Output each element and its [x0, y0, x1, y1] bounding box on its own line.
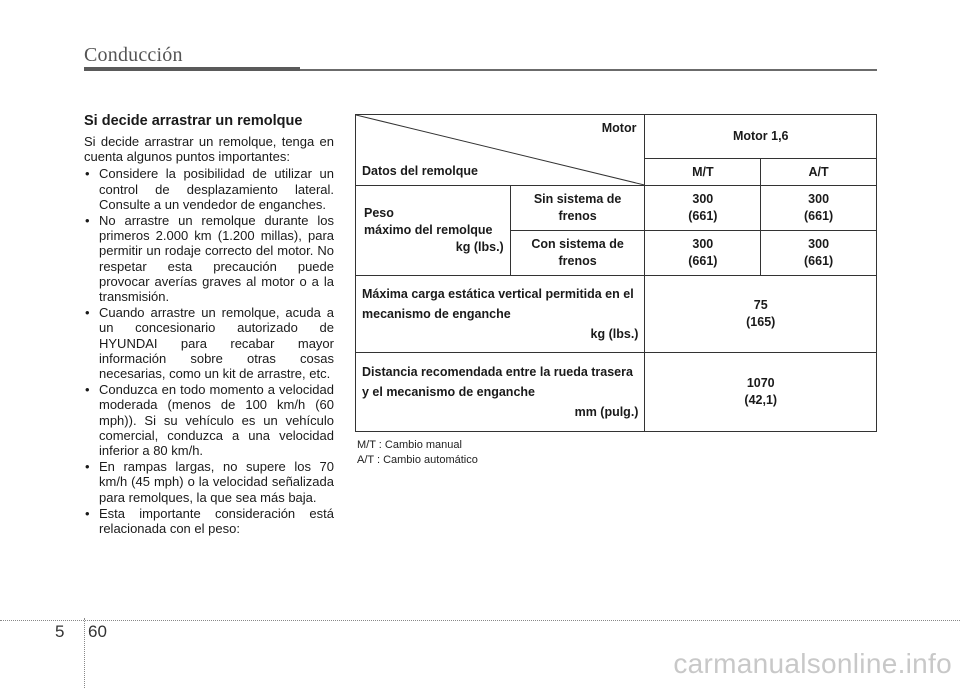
distance-label-cell: [356, 353, 645, 432]
trailer-spec-table: [355, 114, 877, 432]
value-without-brakes-at: 300 (661): [761, 186, 877, 231]
engine-header: Motor 1,6: [645, 115, 877, 159]
bullet-item: • Esta importante consideración está relacionada con el peso:: [84, 506, 334, 536]
bullet-item: • Conduzca en todo momento a velocidad moderada (menos de 100 km/h (60 mph)). Si su vehículo es un vehículo comercial, conduzca a una velocidad inferior a 80 km/h.: [84, 382, 334, 458]
distance-label: Distancia recomendada entre la rueda trasera y el mecanismo de enganche: [362, 365, 633, 399]
column-at-header: A/T: [761, 159, 877, 186]
chapter-number: 5: [55, 622, 65, 641]
bullet-item: • Considere la posibilidad de utilizar un control de desplazamiento lateral. Consulte a un vendedor de enganches.: [84, 166, 334, 212]
title-underline-thin: [300, 69, 877, 71]
bullet-item: • No arrastre un remolque durante los primeros 2.000 km (1.200 millas), para permitir un rodaje correcto del motor. No respetar esta precaución puede provocar averías graves al motor o a la transmisión.: [84, 213, 334, 304]
footer-divider: [0, 620, 960, 621]
value-with-brakes-mt: 300 (661): [645, 231, 761, 276]
watermark: carmanualsonline.info: [673, 648, 952, 679]
bullet-list: [84, 166, 334, 536]
towing-section: [84, 112, 334, 537]
header-trailer-data-label: Datos del remolque: [362, 164, 478, 178]
page-number: 60: [88, 622, 107, 641]
with-brakes-label: Con sistema de frenos: [510, 231, 645, 276]
chapter-title: Conducción: [84, 44, 183, 66]
footnote-at: A/T : Cambio automático: [357, 454, 478, 466]
table-corner-header: [356, 115, 645, 186]
column-mt-header: M/T: [645, 159, 761, 186]
table-footnotes: [357, 438, 478, 468]
distance-value: 1070 (42,1): [645, 353, 877, 432]
distance-unit: mm (pulg.): [574, 405, 639, 419]
value-with-brakes-at: 300 (661): [761, 231, 877, 276]
weight-label-text: Peso máximo del remolque: [364, 206, 493, 237]
static-load-value: 75 (165): [645, 276, 877, 353]
static-load-unit: kg (lbs.): [590, 327, 639, 341]
static-load-label: Máxima carga estática vertical permitida en el mecanismo de enganche: [362, 287, 634, 321]
header-motor-label: Motor: [601, 121, 637, 135]
bullet-item: • En rampas largas, no supere los 70 km/h (45 mph) o la velocidad señalizada para remolques, la que sea más baja.: [84, 459, 334, 505]
footer-vertical-divider: [84, 618, 85, 688]
value-without-brakes-mt: 300 (661): [645, 186, 761, 231]
weight-unit: kg (lbs.): [455, 240, 504, 254]
bullet-item: • Cuando arrastre un remolque, acuda a un concesionario autorizado de HYUNDAI para recabar mayor información sobre otras cosas necesarias, como un kit de arrastre, etc.: [84, 305, 334, 381]
static-load-label-cell: [356, 276, 645, 353]
max-trailer-weight-label: [356, 186, 511, 276]
section-intro: Si decide arrastrar un remolque, tenga en cuenta algunos puntos importantes:: [84, 134, 334, 165]
section-heading: Si decide arrastrar un remolque: [84, 113, 303, 129]
without-brakes-label: Sin sistema de frenos: [510, 186, 645, 231]
footnote-mt: M/T : Cambio manual: [357, 439, 462, 451]
title-underline-thick: [84, 67, 300, 71]
